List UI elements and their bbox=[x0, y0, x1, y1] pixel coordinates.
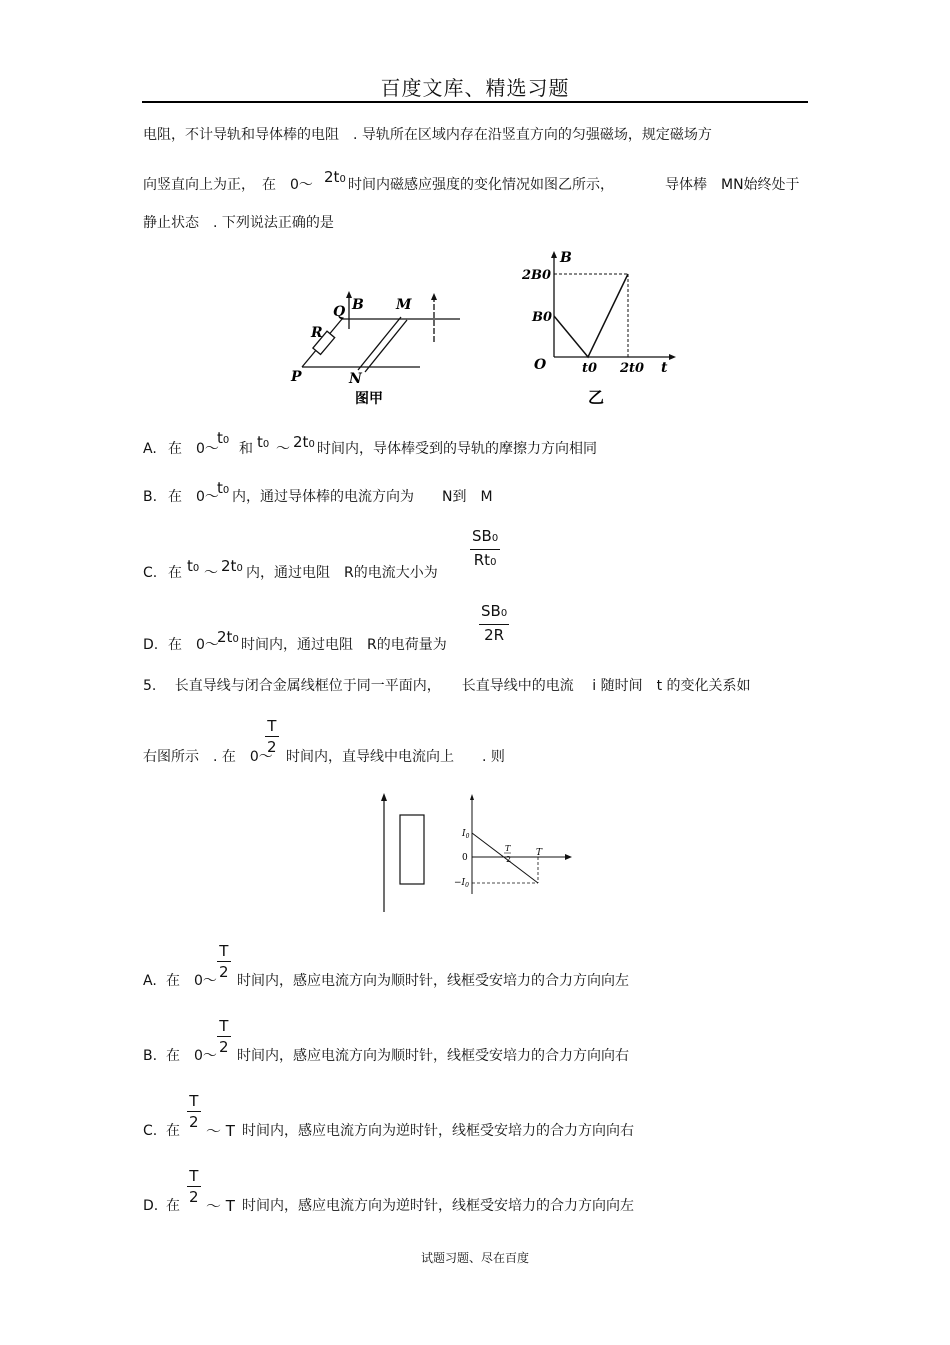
q5-option-a-pre: 在 0～ bbox=[166, 973, 217, 989]
fig-jia-label-q: Q bbox=[333, 304, 346, 320]
q5-stem-line1: 5. 长直导线与闭合金属线框位于同一平面内， 长直导线中的电流 i 随时间 t 的变化关系如 bbox=[143, 678, 751, 694]
fig-jia-label-p: P bbox=[291, 369, 302, 385]
q5-graph-label-neg-i0: $-I_0$ bbox=[454, 878, 469, 889]
q4-option-a-t0: t0 bbox=[217, 429, 230, 447]
q5-option-d-label: D. bbox=[143, 1198, 159, 1214]
q5-option-b[interactable] bbox=[143, 1015, 843, 1065]
q5-option-a-fraction: T 2 bbox=[219, 942, 229, 981]
q4-option-b-t0: t0 bbox=[217, 479, 230, 497]
q4-stem-line2-mid: 时间内磁感应强度的变化情况如图乙所示， bbox=[348, 177, 614, 193]
q5-option-c-range: ～ T bbox=[206, 1122, 235, 1140]
q4-stem-line1: 电阻，不计导轨和导体棒的电阻 . 导轨所在区域内存在沿竖直方向的匀强磁场，规定磁场方 bbox=[143, 127, 712, 143]
q5-option-d-fraction: T 2 bbox=[189, 1167, 199, 1206]
q5-stem-line2-post: 时间内，直导线中电流向上 . 则 bbox=[286, 749, 505, 765]
fig-jia-label-m: M bbox=[396, 297, 412, 313]
q5-option-c[interactable] bbox=[143, 1090, 843, 1140]
figure-q5-i-t-graph bbox=[452, 790, 582, 900]
q4-option-b[interactable] bbox=[143, 476, 843, 512]
q4-option-a-pre: 在 0～ bbox=[168, 441, 219, 457]
figure-yi-b-t-graph bbox=[520, 245, 685, 410]
q4-option-a-and: 和 bbox=[239, 441, 253, 457]
q4-option-a-t0b: t0 bbox=[257, 433, 270, 451]
q5-graph-label-o: 0 bbox=[462, 853, 468, 863]
q4-option-c-fraction: SB0 Rt0 bbox=[472, 527, 499, 569]
q5-option-c-fraction: T 2 bbox=[189, 1092, 199, 1131]
q5-option-c-pre: 在 bbox=[166, 1123, 180, 1139]
page-header-title: 百度文库、精选习题 bbox=[380, 76, 570, 100]
q4-option-c-tilde: ～ bbox=[204, 565, 218, 581]
q4-option-a-2t0: 2t0 bbox=[293, 433, 315, 451]
q4-stem-line2-end: 导体棒 MN始终处于 bbox=[665, 177, 800, 193]
q5-graph-label-i0: $I_0$ bbox=[462, 829, 470, 840]
q4-option-a-tilde: ～ bbox=[276, 441, 290, 457]
q5-option-a[interactable] bbox=[143, 940, 843, 990]
q4-option-d-pre: 在 0～ bbox=[168, 637, 219, 653]
q4-option-a-text: 时间内，导体棒受到的导轨的摩擦力方向相同 bbox=[317, 441, 597, 457]
q5-graph-label-t: T bbox=[536, 848, 543, 858]
q5-graph-label-t-half-num: T bbox=[505, 844, 511, 853]
q5-option-b-text: 时间内，感应电流方向为顺时针，线框受安培力的合力方向向右 bbox=[237, 1048, 629, 1064]
figure-q5-wire-loop bbox=[370, 790, 440, 918]
q5-option-a-text: 时间内，感应电流方向为顺时针，线框受安培力的合力方向向左 bbox=[237, 973, 629, 989]
q5-stem-line2-pre: 右图所示 . 在 0～ bbox=[143, 749, 273, 765]
q4-stem-line2-2t0: 2t0 bbox=[324, 168, 346, 186]
q5-option-d-range: ～ T bbox=[206, 1197, 235, 1215]
q4-option-d-label: D. bbox=[143, 637, 159, 653]
q5-option-b-pre: 在 0～ bbox=[166, 1048, 217, 1064]
fig-yi-caption: 乙 bbox=[588, 388, 605, 407]
q4-option-c-2t0: 2t0 bbox=[221, 557, 243, 575]
q4-option-c-t0: t0 bbox=[187, 557, 200, 575]
fig-jia-label-b: B bbox=[352, 297, 364, 313]
fig-yi-label-t: t bbox=[661, 360, 668, 376]
q5-option-c-text: 时间内，感应电流方向为逆时针，线框受安培力的合力方向向右 bbox=[242, 1123, 634, 1139]
q4-option-d-fraction: SB0 2R bbox=[481, 602, 508, 644]
page-footer: 试题习题、尽在百度 bbox=[420, 1251, 529, 1265]
q4-option-a-label: A. bbox=[143, 441, 157, 457]
fig-yi-label-b0: B0 bbox=[532, 310, 553, 325]
fig-jia-caption: 图甲 bbox=[355, 391, 383, 407]
fig-yi-label-t0: t0 bbox=[582, 361, 598, 376]
q4-option-d[interactable] bbox=[143, 600, 843, 660]
q5-option-d-pre: 在 bbox=[166, 1198, 180, 1214]
figure-jia-rails bbox=[285, 287, 465, 409]
q4-stem-line2-start: 向竖直向上为正， 在 0～ bbox=[143, 177, 313, 193]
fig-jia-label-n: N bbox=[349, 371, 362, 387]
q5-option-b-fraction: T 2 bbox=[219, 1017, 229, 1056]
q5-stem-t-half: T 2 bbox=[267, 717, 277, 756]
q4-option-c-label: C. bbox=[143, 565, 158, 581]
fig-jia-label-r: R bbox=[311, 325, 323, 341]
q4-option-b-text: 内，通过导体棒的电流方向为 N到 M bbox=[232, 489, 493, 505]
fig-yi-label-o: O bbox=[534, 357, 547, 373]
fig-yi-label-b: B bbox=[560, 250, 572, 266]
q5-option-d[interactable] bbox=[143, 1165, 843, 1215]
q4-option-d-text: 时间内，通过电阻 R的电荷量为 bbox=[241, 637, 447, 653]
header-rule bbox=[142, 101, 808, 103]
q4-option-b-pre: 在 0～ bbox=[168, 489, 219, 505]
q4-option-c-text: 内，通过电阻 R的电流大小为 bbox=[246, 565, 438, 581]
q5-option-d-text: 时间内，感应电流方向为逆时针，线框受安培力的合力方向向左 bbox=[242, 1198, 634, 1214]
q4-option-d-2t0: 2t0 bbox=[217, 628, 239, 646]
q4-option-c[interactable] bbox=[143, 525, 843, 585]
q5-option-c-label: C. bbox=[143, 1123, 158, 1139]
fig-yi-label-2t0: 2t0 bbox=[620, 361, 645, 376]
q4-option-c-pre: 在 bbox=[168, 565, 182, 581]
fig-yi-label-2b0: 2B0 bbox=[522, 268, 552, 283]
q5-option-a-label: A. bbox=[143, 973, 157, 989]
q4-stem-line3: 静止状态 . 下列说法正确的是 bbox=[143, 215, 334, 231]
q5-option-b-label: B. bbox=[143, 1048, 158, 1064]
q4-option-a[interactable] bbox=[143, 428, 843, 464]
q4-option-b-label: B. bbox=[143, 489, 158, 505]
q5-graph-label-t-half-den: 2 bbox=[506, 855, 512, 864]
